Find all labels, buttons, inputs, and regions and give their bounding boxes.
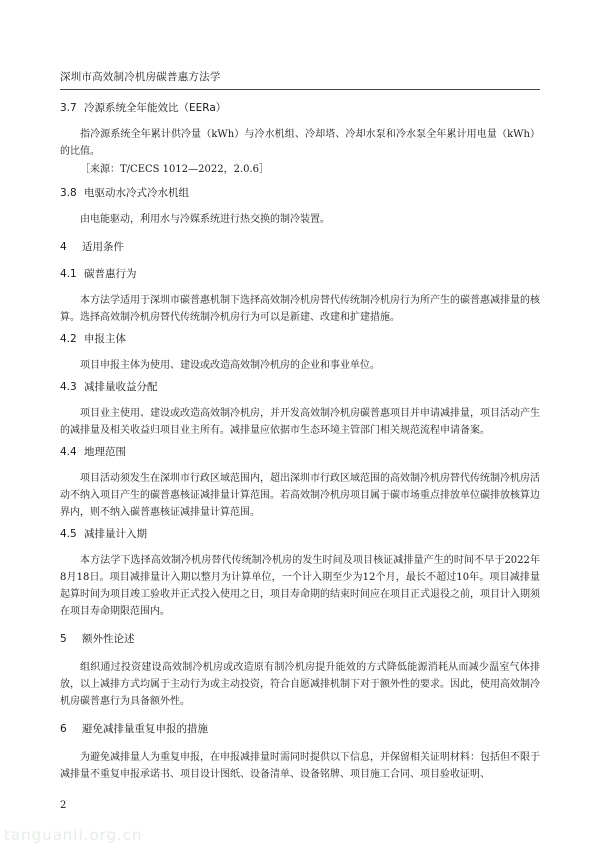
- body-paragraph: 项目活动须发生在深圳市行政区域范围内，超出深圳市行政区域范围的高效制冷机房替代传统制冷机房活动不纳入项目产生的碳普惠核证减排量计算范围。若高效制冷机房项目属于碳市场重点排放单位碳排放核算边界内，则不纳入碳普惠核证减排量计算范围。: [60, 473, 540, 518]
- section-title: 减排量收益分配: [84, 381, 158, 393]
- section-title: 碳普惠行为: [84, 268, 137, 280]
- section-number: 4.4: [60, 446, 77, 458]
- page-number: 2: [60, 800, 67, 811]
- section-heading-4-2: [60, 332, 540, 347]
- chapter-title: 额外性论述: [82, 633, 135, 645]
- body-paragraph: 指冷源系统全年累计供冷量（kWh）与冷水机组、冷却塔、冷却水泵和冷水泵全年累计用电量（kWh）的比值。: [60, 129, 540, 157]
- section-title: 减排量计入期: [84, 528, 147, 540]
- running-header: 深圳市高效制冷机房碳普惠方法学: [60, 71, 221, 83]
- body-paragraph: 组织通过投资建设高效制冷机房或改造原有制冷机房提升能效的方式降低能源消耗从而减少温室气体排放，以上减排方式均属于主动行为或主动投资，符合自愿减排机制下对于额外性的要求。因此，使用高效制冷机房碳普惠行为具备额外性。: [60, 662, 540, 707]
- section-number: 4.5: [60, 528, 77, 540]
- section-title: 地理范围: [84, 446, 126, 458]
- chapter-title: 适用条件: [82, 241, 124, 253]
- header-rule: [60, 89, 540, 90]
- section-number: 4.2: [60, 333, 77, 345]
- chapter-title: 避免减排量重复申报的措施: [82, 723, 208, 735]
- section-number: 3.8: [60, 187, 77, 199]
- section-number: 4.3: [60, 381, 77, 393]
- document-body: [60, 95, 540, 787]
- body-paragraph: 项目业主使用、建设或改造高效制冷机房，并开发高效制冷机房碳普惠项目并申请减排量，项目活动产生的减排量及相关收益归项目业主所有。减排量应依据市生态环境主管部门相关规范流程申请备案。: [60, 408, 540, 436]
- watermark: tanguanli.org.cn: [4, 826, 143, 844]
- section-title: 申报主体: [84, 333, 126, 345]
- body-paragraph: 项目申报主体为使用、建设或改造高效制冷机房的企业和事业单位。: [80, 360, 380, 371]
- section-heading-3-7: [60, 101, 540, 116]
- body-paragraph: 为避免减排量人为重复申报，在申报减排量时需同时提供以下信息，并保留相关证明材料：包括但不限于减排量不重复申报承诺书、项目设计图纸、设备清单、设备铭牌、项目施工合同、项目验收证明、: [60, 752, 540, 780]
- section-title: 冷源系统全年能效比（EERa）: [84, 102, 227, 114]
- body-paragraph: 本方法学下选择高效制冷机房替代传统制冷机房的发生时间及项目核证减排量产生的时间不早于2022年8月18日。项目减排量计入期以整月为计算单位，一个计入期至少为12个月，最长不超过10年。项目减排量起算时间为项目竣工验收并正式投入使用之日，项目寿命期的结束时间应在项目正式退役之前，项目计入期须在项目寿命期限范围内。: [60, 555, 540, 617]
- section-number: 3.7: [60, 102, 77, 114]
- body-paragraph: 本方法学适用于深圳市碳普惠机制下选择高效制冷机房替代传统制冷机房行为所产生的碳普惠减排量的核算。选择高效制冷机房替代传统制冷机房行为可以是新建、改建和扩建措施。: [60, 295, 540, 323]
- chapter-number: 5: [60, 633, 67, 645]
- body-paragraph: 由电能驱动，利用水与冷媒系统进行热交换的制冷装置。: [80, 214, 330, 225]
- chapter-heading-5: [60, 632, 540, 647]
- section-heading-4-1: [60, 267, 540, 282]
- chapter-heading-4: [60, 240, 540, 255]
- chapter-number: 4: [60, 241, 67, 253]
- section-heading-4-3: [60, 380, 540, 395]
- source-note: ［来源：T/CECS 1012—2022，2.0.6］: [80, 164, 270, 175]
- section-title: 电驱动水冷式冷水机组: [84, 187, 189, 199]
- section-heading-4-5: [60, 527, 540, 542]
- chapter-heading-6: [60, 722, 540, 737]
- section-heading-3-8: [60, 186, 540, 201]
- section-number: 4.1: [60, 268, 77, 280]
- section-heading-4-4: [60, 445, 540, 460]
- chapter-number: 6: [60, 723, 67, 735]
